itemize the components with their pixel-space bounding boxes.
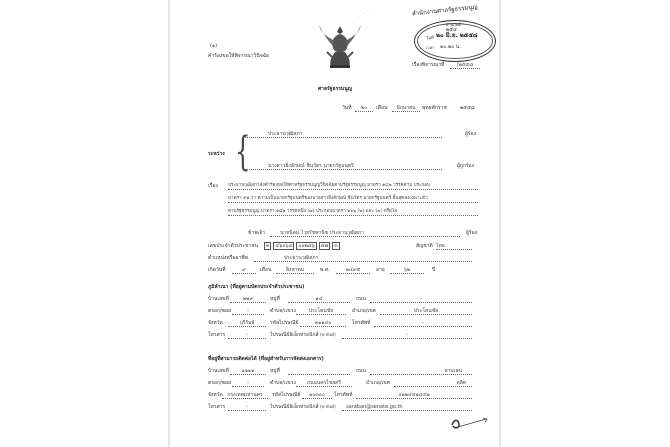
age-label: อายุ [376,267,385,273]
dom-email: - [342,332,472,339]
date-day-label: วันที่ [342,105,352,111]
birth-year-label: พ.ศ. [320,267,330,273]
date-year-label: พุทธศักราช [422,105,447,111]
contact-heading-note: (ที่อยู่สำหรับการจัดส่งเอกสาร) [258,356,324,362]
date-day: ๒๐ [355,105,373,112]
dom-province-label: จังหวัด [208,320,223,326]
nationality-label: สัญชาติ [416,243,433,249]
dom-email-label [270,332,336,338]
dom-moo-label: หมู่ที่ [270,296,280,302]
con-house-no-label: บ้านเลขที่ [208,368,229,374]
birth-month-label: เดือน [260,267,272,273]
con-phone: ๐๒๒๔๔๑๔๔๒ [356,392,472,399]
dom-fax-label: โทรสาร [208,332,226,338]
con-email: saraban@senate.go.th [342,404,472,411]
document-page [168,0,501,447]
con-phone-label: โทรศัพท์ [334,392,353,398]
age-unit: ปี [432,267,436,273]
dom-house-no-label: บ้านเลขที่ [208,296,229,302]
stamp-time: ๑๐.๒๐ น. [440,44,461,50]
con-postcode: ๑๐๓๐๐ [302,392,332,399]
dom-house-no: ๒๒๙ [230,296,266,303]
date-year: ๒๕๕๘ [460,105,475,111]
stamp-date-label: วันที่ [426,35,434,40]
subject-line-3: ตามรัฐธรรมนูญ มาตรา ๑๘๒ วรรคหนึ่ง (๗) ประกอบมาตรา ๒๖๖ (๒) และ (๓) หรือไม่ [228,209,478,216]
con-district-label: อำเภอ/เขต [366,380,390,386]
court-name: ศาลรัฐธรรมนูญ [318,86,352,92]
stamp-date: ๒๐ มิ.ย. ๒๕๕๘ [436,32,478,39]
occupation-label: ตำแหน่งหรืออาชีพ [208,255,248,261]
form-number: (๑) [210,43,218,49]
dom-postcode-label: รหัสไปรษณีย์ [270,320,299,326]
dom-soi: - [232,308,264,315]
dom-fax: - [228,332,266,339]
con-district: ดุสิต [394,380,472,387]
id-group-1: ๓ [266,243,270,249]
dom-moo: ๑๔ [288,296,350,303]
id-group-5: ๓ [334,243,338,249]
con-road: สามเสน [370,368,472,375]
domicile-heading-text: ภูมิลำเนา [208,284,229,290]
con-province-label: จังหวัด [208,392,223,398]
con-fax: - [228,404,266,411]
age: ๖๒ [390,267,424,274]
dom-road-label: ถนน [356,296,366,302]
receipt-stamp [404,3,502,61]
domicile-heading [208,284,304,290]
dom-phone: - [374,320,472,327]
dom-district-label: อำเภอ/เขต [352,308,376,314]
scan-specks [355,8,385,20]
birth-month: สิงหาคม [276,267,314,274]
dom-district: ประโคนชัย [380,308,472,315]
con-house-no: ๑๑๑๑ [230,368,266,375]
con-subdistrict: ถนนนครไชยศรี [296,380,352,387]
nationality: ไทย [436,243,472,250]
subject-label: เรื่อง [208,183,218,189]
con-moo-label: หมู่ที่ [270,368,280,374]
con-subdistrict-label: ตำบล/แขวง [270,380,296,386]
birth-day-label: เกิดวันที่ [208,267,226,273]
applicant-role: ผู้ร้อง [466,230,478,236]
contact-heading [208,356,324,362]
id-label: เลขประจำตัวประชาชน [208,243,259,249]
stamp-time-label: เวลา [426,45,435,50]
con-province: กรุงเทพมหานคร [222,392,268,399]
con-fax-label: โทรสาร [208,404,226,410]
case-no-value: /๒๕๕๘ [450,62,480,69]
garuda-emblem-icon [315,22,365,72]
occupation: ประธานวุฒิสภา [254,255,472,262]
petitioner-name: ประธานวุฒิสภา [242,131,442,138]
id-number-boxes [264,242,342,250]
dom-email-note: (e-mail) [320,332,336,337]
dom-subdistrict-label: ตำบล/แขวง [270,308,296,314]
subject-line-2: มาตรา ๙๑ ว่า ความเป็นนายกรัฐมนตรีของนางสาวยิ่งลักษณ์ ชินวัตร นายกรัฐมนตรี สิ้นสุดลงเฉพาะตัว [228,196,478,203]
con-road-label: ถนน [356,368,366,374]
respondent-name: นางสาวยิ่งลักษณ์ ชินวัตร นายกรัฐมนตรี [242,163,442,170]
stamp-receipt-no: ๒๕๔ [446,27,457,33]
dom-postcode: ๓๑๑๔๐ [300,320,346,327]
petitioner-role: ผู้ร้อง [465,131,477,137]
dom-phone-label: โทรศัพท์ [352,320,371,326]
stamp-office: สำนักงานศาลรัฐธรรมนูญ [411,3,478,18]
birth-year: ๒๔๙๕ [336,267,370,274]
case-no-label: เรื่องพิจารณาที่ [412,62,445,68]
applicant-name: นายนิคม ไวยรัชพานิช ประธานวุฒิสภา [270,230,460,237]
con-email-note: (e-mail) [320,404,336,409]
dom-email-label-text: ไปรษณีย์อิเล็กทรอนิกส์ [270,332,319,338]
id-group-3: ๐๐๒๔๖ [298,243,315,249]
id-group-4: ๔๗ [320,243,329,249]
signature-mark-icon [450,415,490,431]
between-label: ระหว่าง [208,151,225,157]
con-soi-label: ตรอก/ซอย [208,380,231,386]
con-moo: - [288,368,350,375]
applicant-i-label: ข้าพเจ้า [248,230,265,236]
dom-province: บุรีรัมย์ [228,320,266,327]
subject-line-1: ประธานวุฒิสภาส่งคำร้องขอให้ศาลรัฐธรรมนูญวินิจฉัยตามรัฐธรรมนูญ มาตรา ๑๘๒ วรรคสาม ประกอบ [228,183,478,190]
dom-road: - [370,296,472,303]
id-group-2: ๔๖๐๖๔ [275,243,293,249]
form-title: คำร้องขอให้พิจารณาวินิจฉัย [208,53,270,59]
dom-subdistrict: ประโคนชัย [296,308,346,315]
stamp-receipt-label: สำนักคดี [446,22,462,27]
respondent-role: ผู้ถูกร้อง [457,163,475,169]
con-soi: - [232,380,264,387]
birth-day: ๙ [232,267,256,274]
dom-soi-label: ตรอก/ซอย [208,308,231,314]
date-month: มิถุนายน [392,105,420,112]
con-email-label [270,404,336,410]
date-month-label: เดือน [376,105,388,111]
con-postcode-label: รหัสไปรษณีย์ [272,392,301,398]
contact-heading-text: ที่อยู่ที่สามารถติดต่อได้ [208,356,257,362]
domicile-heading-note: (ที่อยู่ตามบัตรประจำตัวประชาชน) [230,284,305,290]
brace-icon: { [235,129,251,175]
con-email-label-text: ไปรษณีย์อิเล็กทรอนิกส์ [270,404,319,410]
